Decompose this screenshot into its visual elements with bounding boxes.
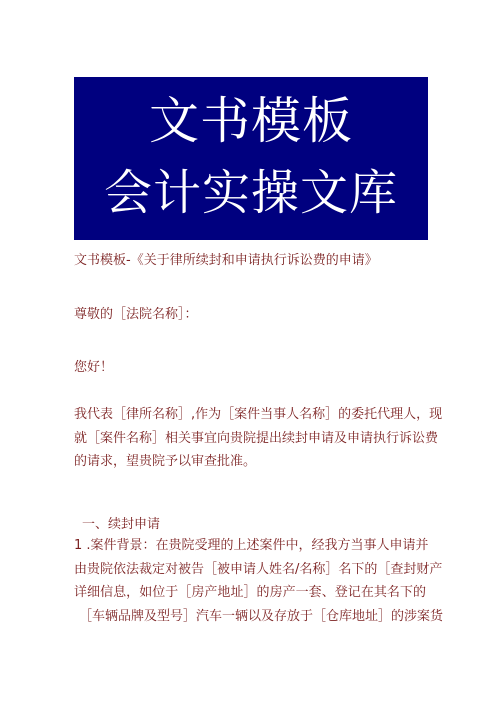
body-line: 详细信息，如位于［房产地址］的房产一套、登记在其名下的 — [74, 585, 426, 600]
intro-line: 我代表［律所名称］,作为［案件当事人名称］的委托代理人，现 — [74, 407, 443, 422]
banner-title-line-1: 文书模板 — [149, 92, 353, 150]
body-line: 由贵院依法裁定对被告［被申请人姓名/名称］名下的［查封财产 — [74, 561, 443, 577]
section-heading: 一、续封申请 — [82, 517, 161, 532]
title-banner — [74, 77, 428, 240]
document-title: 文书模板-《关于律所续封和申请执行诉讼费的申请》 — [74, 253, 378, 268]
intro-line: 的请求，望贵院予以审查批准。 — [74, 454, 257, 469]
intro-line: 就［案件名称］相关事宜向贵院提出续封申请及申请执行诉讼费 — [74, 430, 439, 446]
salutation: 尊敬的［法院名称］： — [74, 307, 198, 322]
intro-paragraph — [74, 403, 443, 474]
banner-title-line-2: 会计实操文库 — [103, 165, 398, 221]
section-body-paragraph — [74, 534, 444, 628]
body-line: 1 .案件背景：在贵院受理的上述案件中，经我方当事人申请并 — [74, 538, 429, 553]
greeting: 您好！ — [74, 360, 114, 375]
body-line: ［车辆品牌及型号］汽车一辆以及存放于［仓库地址］的涉案货 — [79, 608, 444, 624]
